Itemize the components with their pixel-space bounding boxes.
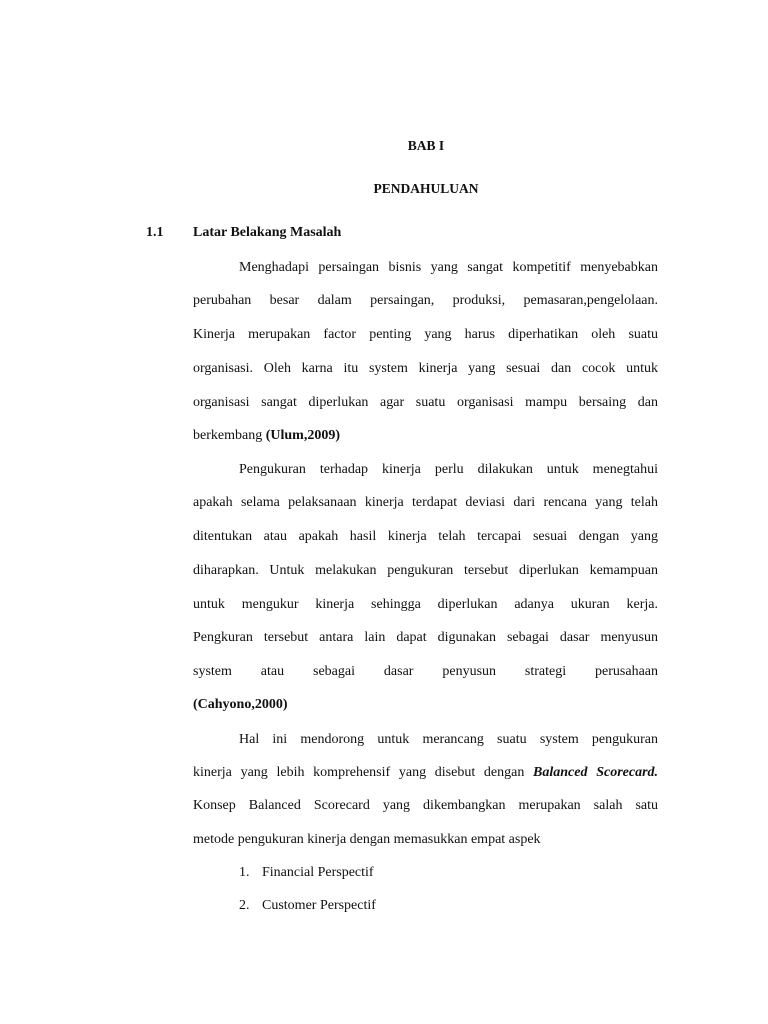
paragraph-2-line-1: Pengukuran terhadap kinerja perlu dilakukan untuk menegtahui — [239, 462, 658, 477]
paragraph-1-line-1: Menghadapi persaingan bisnis yang sangat kompetitif menyebabkan — [239, 260, 658, 275]
paragraph-3-line-3: Konsep Balanced Scorecard yang dikembangkan merupakan salah satu — [193, 798, 658, 813]
section-number: 1.1 — [146, 225, 164, 240]
chapter-title: PENDAHULUAN — [373, 181, 479, 196]
paragraph-1-line-2: perubahan besar dalam persaingan, produksi, pemasaran,pengelolaan. — [193, 293, 658, 308]
list-item-number: 1. — [239, 865, 250, 880]
list-item — [239, 864, 374, 882]
paragraph-3-line-4: metode pengukuran kinerja dengan memasukkan empat aspek — [193, 832, 541, 847]
list-item-number: 2. — [239, 898, 250, 913]
list-item-label: Customer Perspectif — [262, 898, 376, 913]
chapter-number: BAB I — [407, 138, 445, 153]
paragraph-3-line-1: Hal ini mendorong untuk merancang suatu system pengukuran — [239, 732, 658, 747]
paragraph-1-line-6 — [193, 427, 658, 445]
list-item-label: Financial Perspectif — [262, 865, 374, 880]
citation-ulum: (Ulum,2009) — [265, 428, 340, 443]
balanced-scorecard-emphasis: Balanced Scorecard. — [533, 765, 659, 780]
paragraph-3-line-2 — [193, 764, 658, 782]
list-item — [239, 897, 376, 915]
citation-cahyono: (Cahyono,2000) — [193, 697, 288, 712]
paragraph-2-line-4: diharapkan. Untuk melakukan pengukuran tersebut diperlukan kemampuan — [193, 563, 658, 578]
paragraph-2-line-7: system atau sebagai dasar penyusun strategi perusahaan — [193, 664, 658, 679]
paragraph-3-line-2-text: kinerja yang lebih komprehensif yang disebut dengan — [193, 765, 534, 780]
paragraph-2-line-6: Pengkuran tersebut antara lain dapat digunakan sebagai dasar menyusun — [193, 630, 658, 645]
paragraph-2-line-5: untuk mengukur kinerja sehingga diperlukan adanya ukuran kerja. — [193, 597, 658, 612]
paragraph-1-line-4: organisasi. Oleh karna itu system kinerja yang sesuai dan cocok untuk — [193, 361, 658, 376]
paragraph-1-line-6-text: berkembang — [193, 428, 266, 443]
section-title: Latar Belakang Masalah — [193, 225, 342, 240]
paragraph-2-line-2: apakah selama pelaksanaan kinerja terdapat deviasi dari rencana yang telah — [193, 495, 658, 510]
paragraph-1-line-5: organisasi sangat diperlukan agar suatu organisasi mampu bersaing dan — [193, 395, 658, 410]
paragraph-2-line-3: ditentukan atau apakah hasil kinerja telah tercapai sesuai dengan yang — [193, 529, 658, 544]
paragraph-1-line-3: Kinerja merupakan factor penting yang harus diperhatikan oleh suatu — [193, 327, 658, 342]
